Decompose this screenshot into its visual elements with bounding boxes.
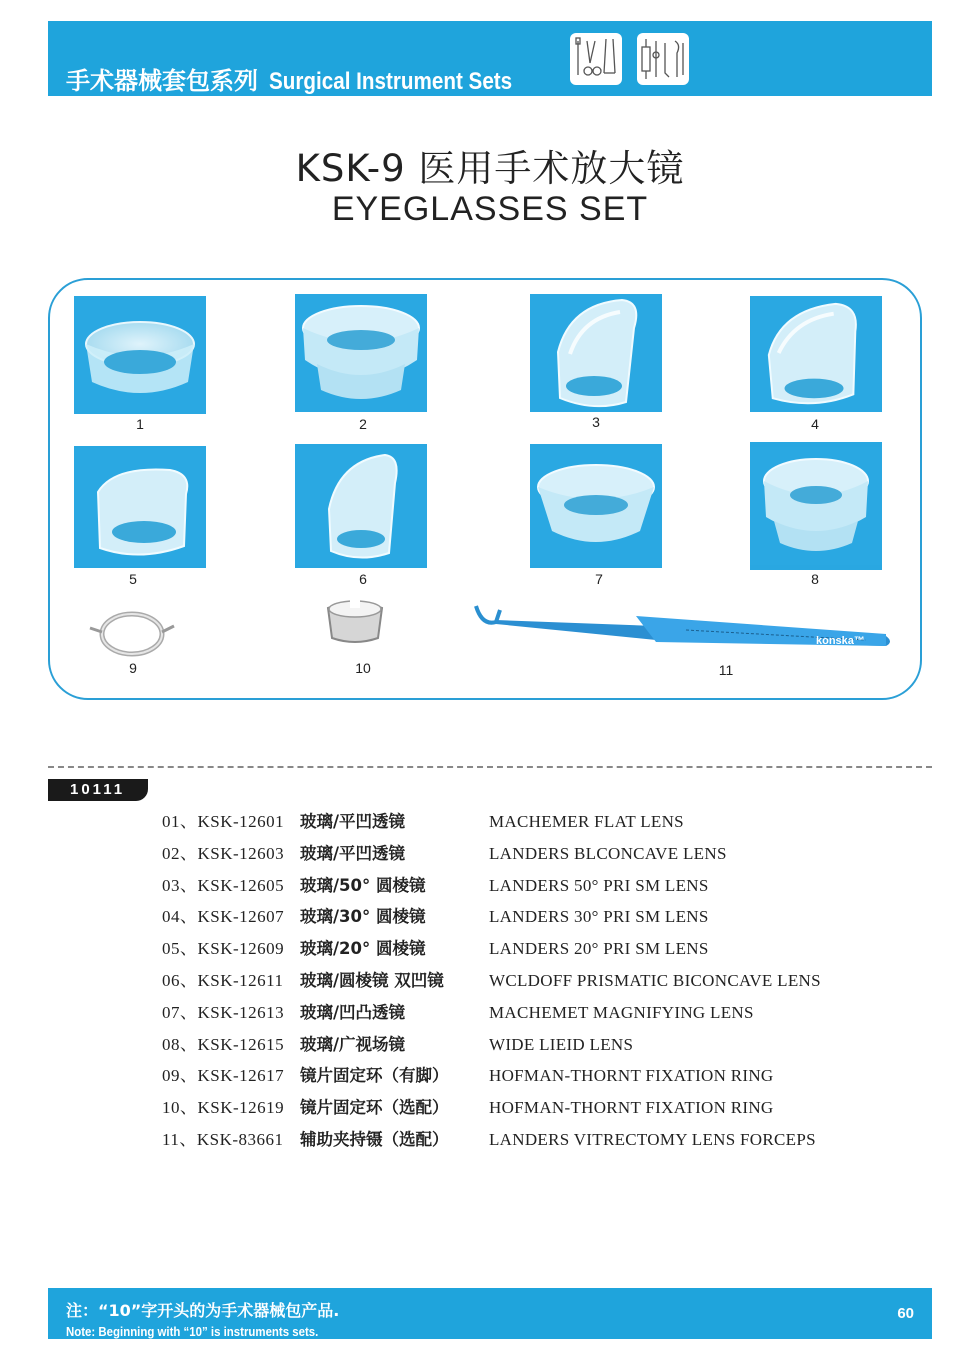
lens-photo-3	[530, 294, 662, 412]
item-code: 01、KSK-12601	[162, 812, 285, 831]
item-name-cn: 玻璃/凹凸透镜	[300, 1002, 406, 1022]
footer-note-en: Note: Beginning with “10” is instruments sets.	[66, 1324, 319, 1339]
item-number: 8	[811, 571, 819, 587]
item-number: 11	[718, 662, 734, 678]
list-item	[162, 997, 922, 1029]
fixation-ring	[320, 596, 390, 650]
surgical-instruments-icon	[570, 33, 622, 85]
product-panel	[48, 278, 922, 700]
item-number: 1	[136, 416, 144, 432]
lens-forceps	[466, 596, 898, 656]
fixation-ring-with-feet	[84, 604, 180, 664]
item-number: 2	[359, 416, 367, 432]
item-code: 10、KSK-12619	[162, 1098, 285, 1118]
item-number: 9	[129, 660, 137, 676]
list-item	[162, 965, 922, 997]
footer-band	[48, 1288, 932, 1339]
header-title	[66, 61, 551, 96]
item-code: 09、KSK-12617	[162, 1066, 285, 1086]
item-code: 03、KSK-12605	[162, 875, 285, 895]
item-name-en: LANDERS 50° PRI SM LENS	[489, 875, 709, 895]
item-number: 3	[592, 414, 600, 430]
lens-photo-1	[74, 296, 206, 414]
item-code: 05、KSK-12609	[162, 939, 285, 959]
item-number: 5	[129, 571, 137, 587]
lens-photo-5	[74, 446, 206, 568]
item-name-cn: 辅助夹持镊（选配）	[300, 1129, 449, 1149]
lens-photo-8	[750, 442, 882, 570]
list-item	[162, 838, 922, 870]
list-item	[162, 933, 922, 965]
item-name-cn: 玻璃/30° 圆棱镜	[300, 907, 426, 927]
item-name-en: HOFMAN-THORNT FIXATION RING	[489, 1098, 774, 1118]
item-number: 10	[355, 660, 371, 676]
item-name-cn: 镜片固定环（选配）	[300, 1098, 449, 1118]
item-name-en: LANDERS 30° PRI SM LENS	[489, 907, 709, 927]
item-code: 11、KSK-83661	[162, 1129, 284, 1149]
item-list	[162, 806, 922, 1156]
item-name-en: LANDERS VITRECTOMY LENS FORCEPS	[489, 1129, 816, 1149]
item-code: 06、KSK-12611	[162, 970, 284, 990]
lens-photo-6	[295, 444, 427, 568]
item-name-cn: 镜片固定环（有脚）	[300, 1066, 449, 1086]
item-name-cn: 玻璃/平凹透镜	[300, 812, 406, 831]
item-name-en: WCLDOFF PRISMATIC BICONCAVE LENS	[489, 970, 821, 990]
lens-photo-4	[750, 296, 882, 412]
item-code: 07、KSK-12613	[162, 1002, 285, 1022]
header-title-cn: 手术器械套包系列	[66, 68, 258, 95]
item-number: 6	[359, 571, 367, 587]
forceps-brand: konska™	[816, 635, 865, 647]
item-number: 4	[811, 416, 819, 432]
item-name-en: LANDERS 20° PRI SM LENS	[489, 939, 709, 959]
product-title-cn: KSK-9 医用手术放大镜	[295, 147, 685, 190]
list-item	[162, 870, 922, 902]
syringe-instruments-icon	[637, 33, 689, 85]
dashed-divider	[48, 766, 932, 768]
item-name-cn: 玻璃/圆棱镜 双凹镜	[300, 970, 444, 990]
item-name-en: LANDERS BLCONCAVE LENS	[489, 843, 727, 863]
item-name-en: WIDE LIEID LENS	[489, 1034, 634, 1054]
list-item	[162, 1029, 922, 1061]
item-code: 02、KSK-12603	[162, 843, 285, 863]
item-code: 04、KSK-12607	[162, 907, 285, 927]
header-band	[48, 21, 932, 96]
item-name-en: HOFMAN-THORNT FIXATION RING	[489, 1066, 774, 1086]
lens-photo-7	[530, 444, 662, 568]
item-name-cn: 玻璃/50° 圆棱镜	[300, 875, 426, 895]
item-name-en: MACHEMER FLAT LENS	[489, 812, 684, 831]
item-code: 08、KSK-12615	[162, 1034, 285, 1054]
list-item	[162, 901, 922, 933]
item-name-cn: 玻璃/20° 圆棱镜	[300, 939, 426, 959]
item-name-cn: 玻璃/平凹透镜	[300, 843, 406, 863]
list-item	[162, 1124, 922, 1156]
list-item	[162, 1092, 922, 1124]
header-title-en: Surgical Instrument Sets	[268, 68, 512, 95]
item-name-en: MACHEMET MAGNIFYING LENS	[489, 1002, 754, 1022]
footer-note-cn: 注：“10”字开头的为手术器械包产品.	[66, 1301, 340, 1320]
lens-photo-2	[295, 294, 427, 412]
list-item	[162, 806, 922, 838]
list-item	[162, 1060, 922, 1092]
item-name-cn: 玻璃/广视场镜	[300, 1034, 406, 1054]
item-number: 7	[595, 571, 603, 587]
product-title-en: EYEGLASSES SET	[331, 190, 649, 228]
page-number: 60	[897, 1305, 914, 1322]
code-tab: 10111	[48, 779, 148, 801]
